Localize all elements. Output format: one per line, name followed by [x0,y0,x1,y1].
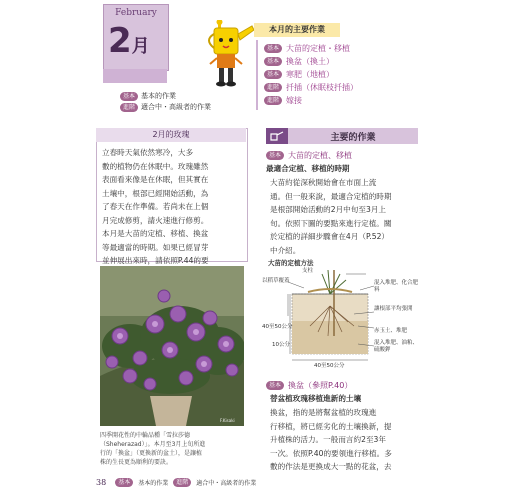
label-support: 支柱 [302,268,314,274]
text-line: 本月是大苗的定植、移植、換盆 [102,229,209,238]
month-header [103,4,169,71]
list-item [264,82,358,93]
month-strip [103,69,167,83]
task-label: 扦插（休眠枝扦插） [286,83,359,92]
section-repot-head [266,380,352,391]
label-mix: 混入堆肥、油粕、硫酸鉀 [374,340,419,353]
legend-advanced-label: 適合中・高級者的作業 [141,103,212,111]
text-line: 並伸展出來時，請依照P.44的要 [102,256,209,265]
badge-advanced: 進階 [264,96,282,105]
badge-basic: 基本 [120,92,138,101]
roses-paragraph [102,146,242,281]
caption-line: （Sheherazad）」。本月至3月上旬所進 [100,441,206,448]
tasks-of-month-list [256,40,428,110]
main-tasks-header [266,128,418,144]
section-subtitle: 最適合定植、移植的時期 [266,164,350,173]
section-planting-paragraph [270,176,422,257]
badge-advanced: 進階 [173,478,191,487]
task-label: 換盆（換土） [286,57,335,66]
text-line: 通。但一般來說，最適合定植的時期 [270,191,392,201]
planting-diagram [262,266,422,376]
photo-caption [100,431,244,467]
section-title: 換盆（參照P.40） [288,381,353,390]
month-english: February [115,8,157,18]
text-line: 旬。依照下圖的要點來進行定植。關 [270,218,392,228]
label-compost: 混入堆肥、化合肥料 [374,280,419,293]
footer-label: 適合中・高級者的作業 [196,479,257,487]
task-label: 寒肥（地植） [286,70,335,79]
main-tasks-title: 主要的作業 [330,132,376,143]
list-item [264,95,302,106]
task-label: 大苗的定植・移植 [286,44,351,53]
text-line: 等最適當的時期。如果已經冒芽 [102,242,209,252]
section-repot-paragraph [270,406,422,474]
label-depth: 40至50公分 [262,324,293,330]
text-line: 於定植的詳細步驟會在4月（P.52） [270,232,390,241]
month-unit: 月 [131,36,150,57]
photo-credit: F.Kisaki [220,418,235,423]
badge-basic: 基本 [115,478,133,487]
list-item [264,69,334,80]
tasks-of-month-title: 本月的主要作業 [254,23,340,37]
badge-basic: 基本 [266,151,284,160]
badge-advanced: 進階 [120,103,138,112]
text-line: 表面看來像是在休眠，但其實在 [102,175,209,184]
task-label: 嫁接 [286,96,303,105]
legend-basic-label: 基本的作業 [141,92,177,100]
legend-basic [120,91,176,101]
text-line: 土壤中，根部已經開始活動，為 [102,188,209,198]
section-title: 大苗的定植、移植 [288,151,353,160]
page-footer [96,476,426,488]
legend-advanced [120,102,211,112]
month-number [108,21,150,67]
text-line: 行移植，將已經劣化的土壤換新，提 [270,421,392,431]
text-line: 了春天在作準備。若尚未在上個 [102,202,209,211]
text-line: 數的作法是更換成大一點的花盆，去 [270,462,392,471]
list-item [264,56,334,67]
text-line: 數的植物仍在休眠中。玫瑰雖然 [102,161,209,171]
badge-basic: 基本 [264,44,282,53]
text-line: 大苗約從深秋開始會在市面上流 [270,178,377,187]
badge-basic: 基本 [266,381,284,390]
text-line: 立春時天氣依然寒冷，大多 [102,148,194,157]
section-subtitle: 替盆植玫瑰移植進新的土壤 [270,394,362,403]
text-line: 升植株的活力。一般而言約2至3年 [270,435,386,444]
list-item [264,43,350,54]
footer-label: 基本的作業 [138,479,169,487]
watering-can-mascot-icon [200,20,256,94]
label-width: 40至50公分 [314,363,345,369]
page-number: 38 [96,477,107,487]
label-straw: 以稻草覆蓋 [262,278,290,284]
caption-line: 四季開花性的中輪品種「雪拉莎德 [100,432,191,439]
label-red-soil: 赤玉土、堆肥 [374,328,408,334]
badge-advanced: 進階 [264,83,282,92]
month-digit: 2 [108,21,132,61]
text-line: 換盆，指的是將幫盆植的玫瑰進 [270,408,377,417]
label-roots: 讓根部平均張開 [374,306,413,312]
rose-photo [100,266,244,426]
watering-can-icon [266,128,288,144]
text-line: 中介紹。 [270,245,301,255]
roses-title: 2月的玫瑰 [96,128,246,142]
badge-basic: 基本 [264,57,282,66]
caption-line: 行的「換盆」（更換新的盆土），是讓植 [100,450,203,457]
rose-photo-image [100,266,244,426]
text-line: 月完成修剪，請火速進行修剪。 [102,215,209,225]
text-line: 一次。依照P.40的要領進行移植。多 [270,448,392,458]
diagram-title: 大苗的定植方法 [268,259,314,267]
label-gap: 10公分 [272,342,290,348]
caption-line: 株的生長更為順利的要訣。 [100,459,173,466]
section-planting-head [266,150,352,161]
text-line: 是根部開始活動的2月中旬至3月上 [270,205,386,214]
badge-basic: 基本 [264,70,282,79]
